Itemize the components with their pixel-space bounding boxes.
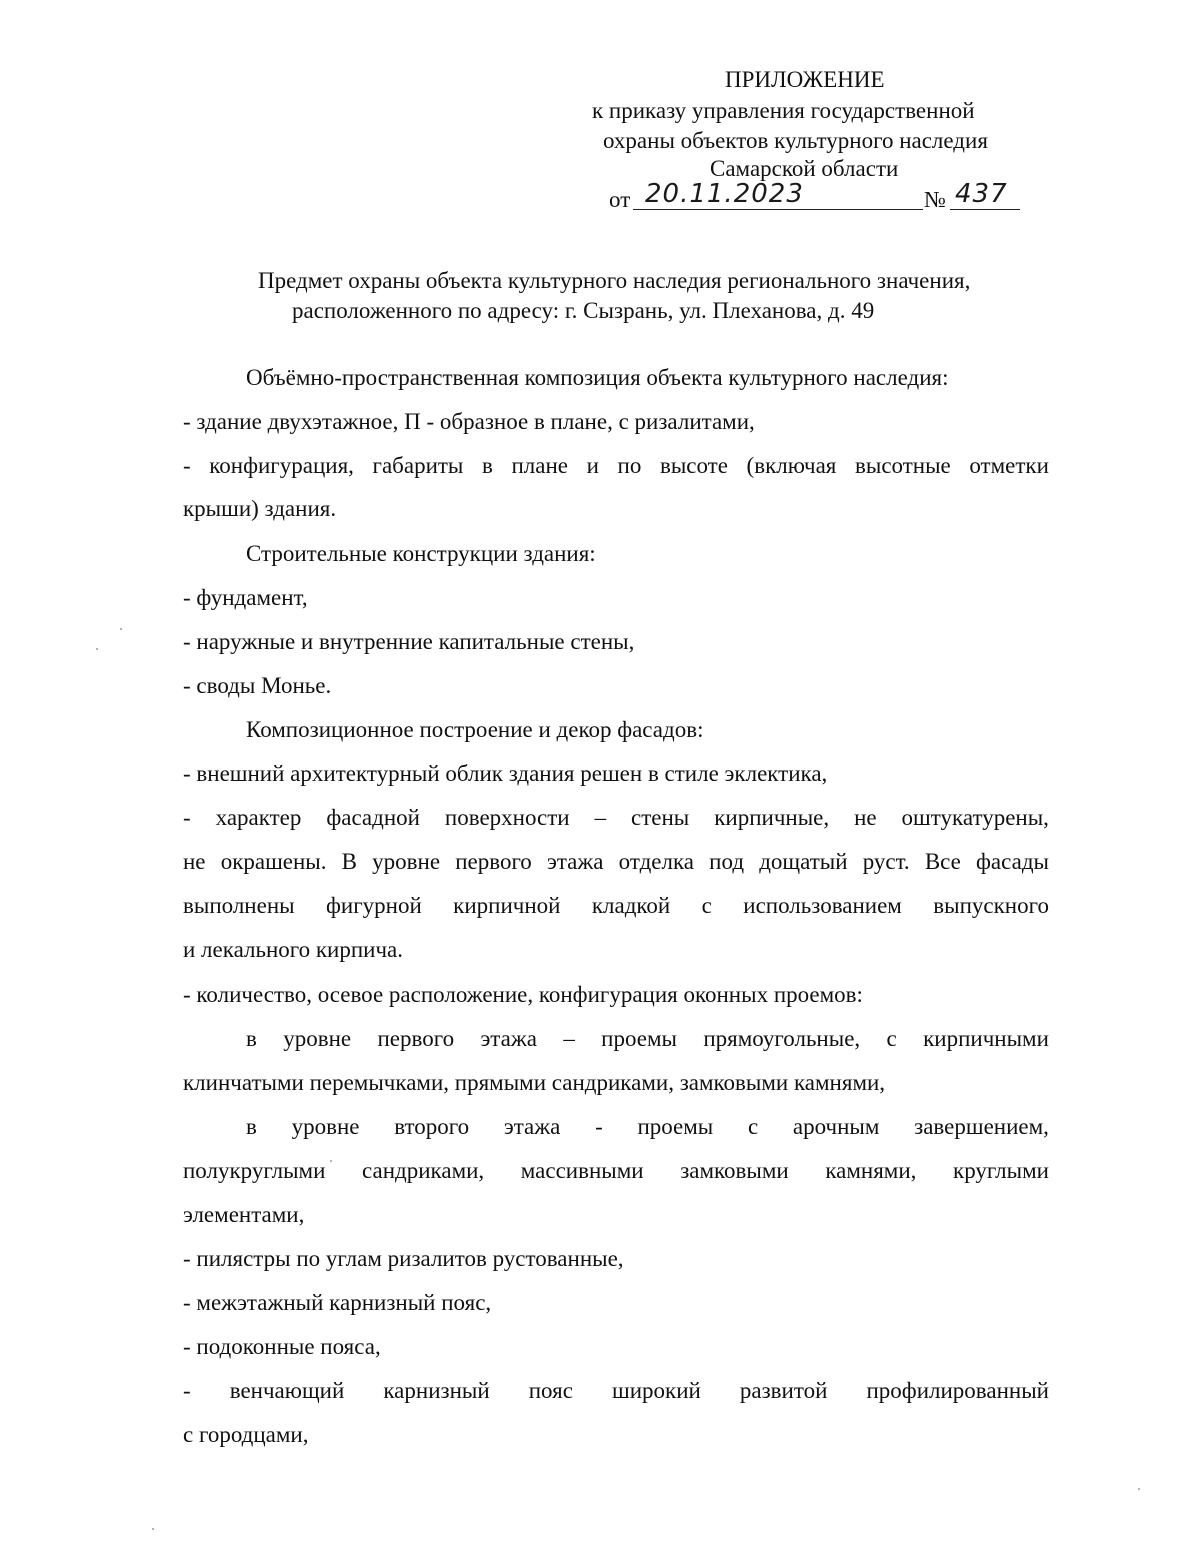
doc-title-line-2: расположенного по адресу: г. Сызрань, ул. Плеханова, д. 49	[292, 298, 875, 323]
word: этажа	[503, 1114, 561, 1139]
word: –	[594, 805, 607, 830]
word: -	[183, 805, 191, 830]
sub-item-justified	[183, 1157, 1049, 1185]
word: с	[747, 1114, 759, 1139]
number-underline	[950, 209, 1020, 210]
scan-speck	[1138, 1488, 1140, 1490]
word: кирпичными	[923, 1026, 1049, 1051]
word: –	[563, 1026, 575, 1051]
list-item: - количество, осевое расположение, конфигурация оконных проемов:	[183, 982, 863, 1007]
list-item-continuation: крыши) здания.	[183, 496, 337, 521]
scan-speck	[120, 628, 122, 630]
section-heading-structures: Строительные конструкции здания:	[246, 541, 596, 566]
doc-title-line-1: Предмет охраны объекта культурного наследия регионального значения,	[258, 268, 971, 293]
word: с	[886, 1026, 897, 1051]
word: конфигурация,	[209, 453, 354, 478]
list-item: - наружные и внутренние капитальные стены,	[183, 629, 635, 654]
word: прямоугольные,	[703, 1026, 861, 1051]
word: оштукатурены,	[901, 805, 1049, 830]
word: окрашены.	[220, 849, 327, 874]
word: венчающий	[229, 1378, 345, 1403]
list-item: - внешний архитектурный облик здания решен в стиле эклектика,	[183, 761, 828, 786]
word: проемы	[637, 1114, 714, 1139]
word: В	[341, 849, 358, 874]
word: пояс	[528, 1378, 573, 1403]
word: этажа	[546, 849, 604, 874]
date-underline	[633, 209, 923, 210]
handwritten-date: 20.11.2023	[645, 179, 804, 209]
word: уровне	[283, 1026, 352, 1051]
word: круглыми	[953, 1158, 1049, 1183]
header-line-1: к приказу управления государственной	[592, 98, 975, 123]
header-title: ПРИЛОЖЕНИЕ	[725, 67, 885, 92]
word: характер	[215, 805, 302, 830]
word: -	[183, 453, 191, 478]
word: этажа	[480, 1026, 537, 1051]
word: -	[595, 1114, 603, 1139]
scan-speck	[96, 648, 98, 650]
word: карнизный	[383, 1378, 490, 1403]
list-item: - своды Монье.	[183, 673, 332, 698]
word: отделка	[618, 849, 695, 874]
word: проемы	[601, 1026, 677, 1051]
word: по	[617, 453, 642, 478]
word: поверхности	[444, 805, 570, 830]
list-item-continuation: с городцами,	[183, 1422, 309, 1447]
word: высотные	[855, 453, 951, 478]
word: сандриками,	[362, 1158, 485, 1183]
word: широкий	[612, 1378, 701, 1403]
word: второго	[394, 1114, 470, 1139]
word: стены	[631, 805, 690, 830]
word: в	[482, 453, 493, 478]
word: габариты	[372, 453, 464, 478]
word: в	[246, 1114, 257, 1139]
word: первого	[377, 1026, 455, 1051]
scan-speck	[330, 1160, 332, 1162]
word: кирпичные,	[714, 805, 830, 830]
section-heading-volume: Объёмно-пространственная композиция объекта культурного наследия:	[246, 365, 949, 390]
word: первого	[455, 849, 532, 874]
word: полукруглыми	[183, 1158, 326, 1183]
word: выполнены	[183, 893, 295, 918]
word: отметки	[969, 453, 1049, 478]
word: массивными	[520, 1158, 644, 1183]
list-item-justified	[183, 848, 1049, 876]
word: кирпичной	[453, 893, 561, 918]
sub-item-continuation: клинчатыми перемычками, прямыми сандриками, замковыми камнями,	[183, 1070, 886, 1095]
list-item: - здание двухэтажное, П - образное в плане, с ризалитами,	[183, 409, 755, 434]
list-item: - пилястры по углам ризалитов рустованные,	[183, 1246, 624, 1271]
word: фасадной	[326, 805, 420, 830]
list-item: - межэтажный карнизный пояс,	[183, 1290, 492, 1315]
word: не	[183, 849, 206, 874]
word: высоте	[659, 453, 728, 478]
word: плане	[511, 453, 568, 478]
word: -	[183, 1378, 191, 1403]
word: (включая	[746, 453, 837, 478]
list-item-continuation: и лекального кирпича.	[183, 937, 403, 962]
word: уровне	[372, 849, 441, 874]
word: фигурной	[325, 893, 422, 918]
list-item-justified	[183, 452, 1049, 480]
word: развитой	[739, 1378, 828, 1403]
list-item: - фундамент,	[183, 585, 308, 610]
scan-speck	[152, 1528, 154, 1530]
word: арочным	[792, 1114, 880, 1139]
word: под	[709, 849, 745, 874]
word: использованием	[743, 893, 902, 918]
handwritten-number: 437	[955, 179, 1008, 209]
word: руст.	[862, 849, 910, 874]
word: профилированный	[866, 1378, 1049, 1403]
word: выпускного	[933, 893, 1049, 918]
sub-item-justified	[246, 1113, 1049, 1141]
sub-item-justified	[246, 1025, 1049, 1053]
list-item-justified	[183, 892, 1049, 920]
word: не	[854, 805, 877, 830]
header-line-2: охраны объектов культурного наследия	[603, 128, 988, 153]
word: фасады	[976, 849, 1049, 874]
word: в	[246, 1026, 257, 1051]
list-item: - подоконные пояса,	[183, 1334, 381, 1359]
word: завершением,	[914, 1114, 1049, 1139]
word: с	[701, 893, 712, 918]
word: замковыми	[680, 1158, 789, 1183]
word: кладкой	[591, 893, 671, 918]
section-heading-facades: Композиционное построение и декор фасадов:	[246, 717, 704, 742]
word: камнями,	[825, 1158, 917, 1183]
list-item-justified	[183, 1377, 1049, 1405]
sub-item-continuation: элементами,	[183, 1202, 305, 1227]
header-line-3: Самарской области	[710, 156, 899, 181]
number-prefix: №	[924, 187, 946, 212]
word: дощатый	[759, 849, 848, 874]
list-item-justified	[183, 804, 1049, 832]
word: Все	[924, 849, 961, 874]
word: и	[586, 453, 599, 478]
word: уровне	[291, 1114, 360, 1139]
date-prefix: от	[609, 187, 631, 212]
